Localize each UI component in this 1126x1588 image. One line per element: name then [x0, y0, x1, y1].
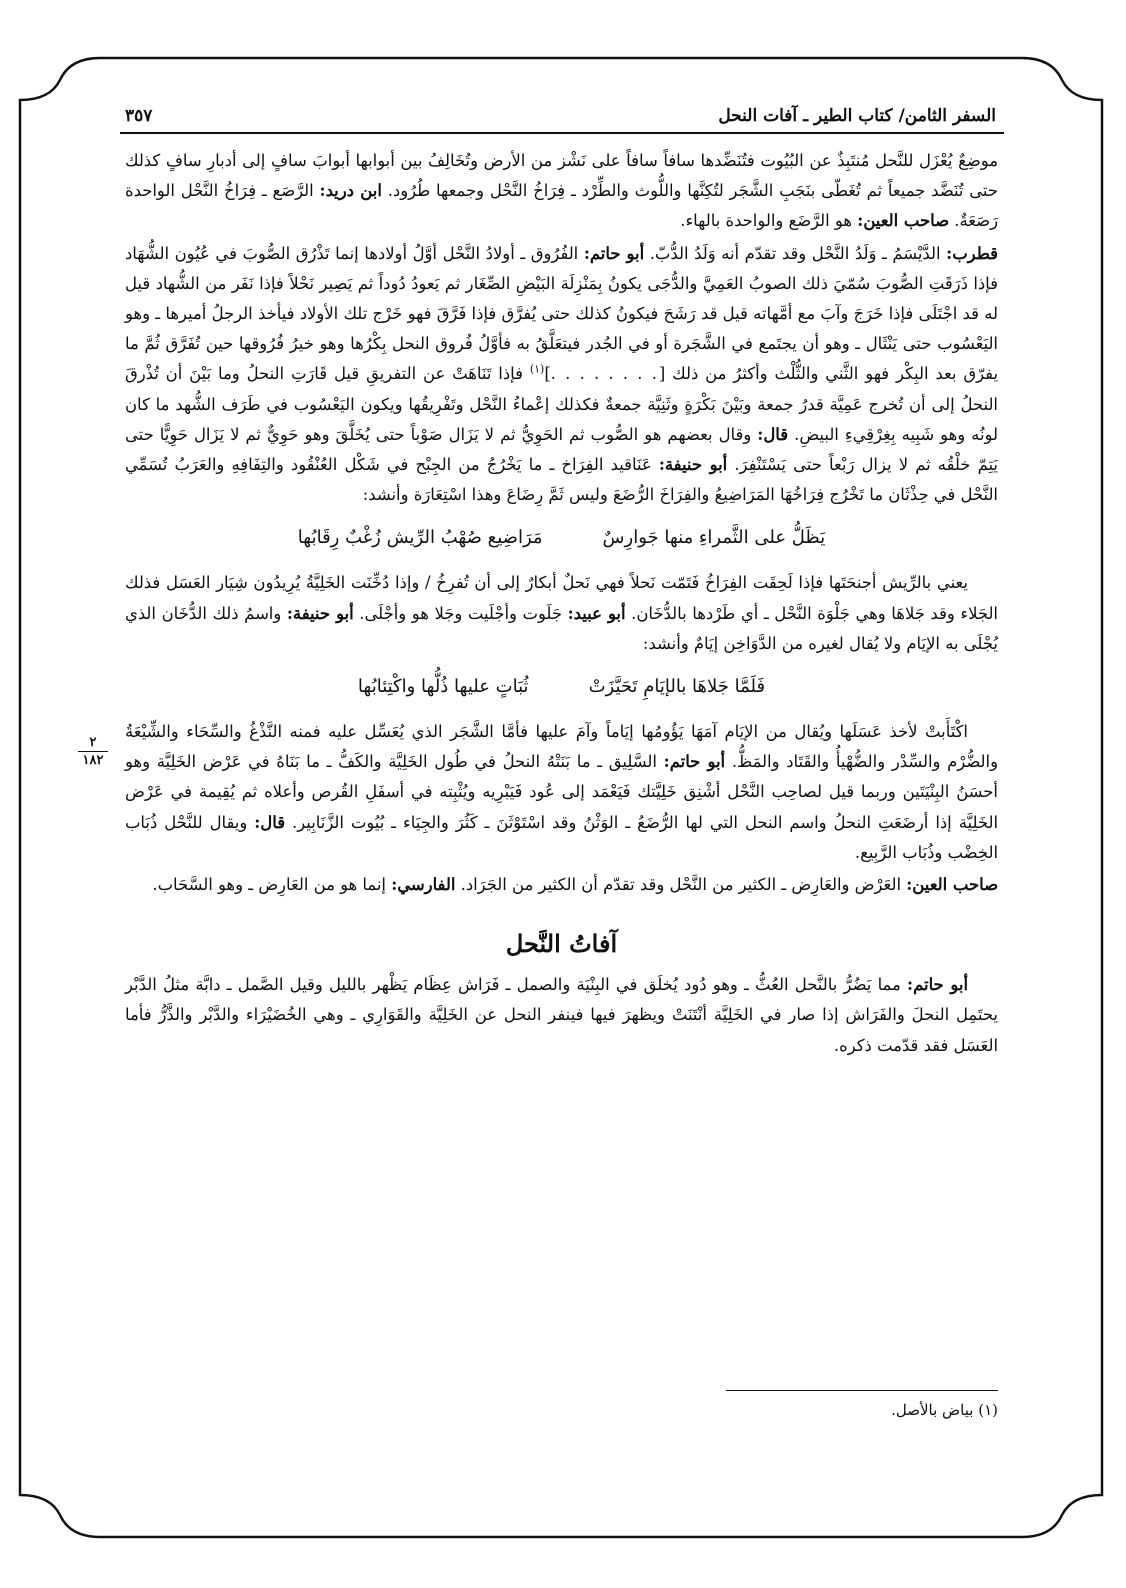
verse-2-first-hemistich: فَلَمَّا جَلاهَا بالإيَامِ تَحَيَّزَتْ — [588, 676, 766, 698]
text: فإذا تَنَاهَتْ عن التفريقِ قيل قَارَتِ النحلُ وما بَيْنَ أن تُذْرقَ النحلُ إلى أن تُخرج عَمِيَّة قدرُ جمعة وبَيْنَ بَكْرَةٍ وثَنِيَّة جمعةٌ فكذلك إعْماءُ النَّحْل وتَفْرِيقُها ويكون اليَعْسُوب في طَرَف الشُّهد ما كان لونُه وهو شَبِيه بِغِرْقِيءِ البيضِ. — [125, 364, 998, 444]
verse-1-second-hemistich: مَرَاضِيع صُهْبُ الرِّيش زُغْبٌ رِقَابُها — [297, 527, 543, 549]
paragraph-6 — [125, 970, 998, 1061]
authority-name: قال: — [254, 812, 286, 832]
text: اكْتَأَبتْ لأخذ عَسَلَها ويُقال من الإيَام آمَهَا يَؤُومُها إيَاماً وآمَ عليها فأمَّا الشَّجَر الذي يُعَسِّل عليه فمنه النَّذْغُ والسِّحَاء والشِّيْعَةُ والضُّرْم والسِّدْر والضُّهْيأُ والقَتَاد والمَظُّ. — [125, 722, 998, 772]
paragraph-1 — [125, 146, 998, 237]
text: السَّلِيق ـ ما بَنَتْهُ النحلُ في طُول الخَلِيَّة والكَفُّ ـ ما بَنَاهُ في عَرْض الخَلِيَّة وهو أحسَنُ البِنْيَتَين وربما قيل لصاحِب النَّحْل أشْنِق خَلِيَّتك فَيَعْمَد إلى عُود فَيَبْرِيه ويُثْبِته في أسفَلِ القُرص وأعلاه ثم يُقِيمة في عَرْض الخَلِيَّة إذا أرضَعَتِ النحلُ واسم النحل التي لها الرُّضَعُ ـ الوَثْنُ وقد اسْتَوْثَنَ ـ كَثُرَ والجِيَاء ـ بُيُوت الزَّنَابِير. — [125, 752, 998, 832]
paragraph-2 — [125, 239, 998, 511]
text: وقال بعضهم هو الصُّوب ثم الحَوِيُّ ثم لا يَزَال صَوْباً حتى يُخَلَّقَ وهو حَوِيٌّ ثم لا يَزَال حَوِيًّا حتى يَتِمّ خلْقُه ثم لا يزال رَبْعاً حتى يَسْتَنْفِرَ. — [125, 424, 998, 475]
authority-name: أبو حنيفة: — [286, 603, 354, 623]
authority-name: صاحب العين: — [857, 211, 950, 231]
text: واسمُ ذلك الدُّخَان الذي يُجْلَى به الإيَام ولا يُقال لغيره من الدَّوَاخِن إيَامٌ وأنشد: — [125, 603, 998, 653]
section-title: آفاتُ النَّحل — [505, 929, 618, 959]
authority-name: أبو حاتم: — [907, 975, 968, 995]
authority-name: قطرب: — [946, 243, 998, 263]
paragraph-3 — [125, 568, 998, 659]
footnote-marker: (١) — [978, 1401, 998, 1419]
footnote-1 — [891, 1398, 998, 1422]
verse-2-second-hemistich: ثُبَاتٍ عليها ذُلُّها واكْتِئابُها — [357, 676, 529, 698]
text: عَنَاقيد الفِرَاخ ـ ما يَخْرُجُ من الجِبْح في شَكْل العُنْقُود والتِفَافِهِ والعَرَبُ تُسَمِّي النَّحْل في حِذْثَان ما تَخْرُج فِرَاخُهَا المَرَاضِيعُ والفِرَاخَ الرُّضَعَ وليس ثَمَّ رِضَاعَ وهذا اسْتِعَارَة وأنشد: — [125, 455, 998, 505]
text: ويقال للنَّحْل ذُبَاب الخِضْب وذُبَاب الرَّبِيع. — [125, 812, 998, 862]
footnote-reference: (١) — [529, 362, 545, 376]
text: الدَّيْسَمُ ـ وَلَدُ النَّحْل وقد تقدّم أنه وَلَدُ الدُّبّ. — [644, 243, 947, 263]
authority-name: أبو حنيفة: — [658, 455, 728, 475]
text: موضِعٌ يُعْزَل للنَّحل مُنتَبِذٌ عن البُيُوت فتُنَضِّدها سافاً سافاً على نَشْز من الأرض وتُخَالِفُ بين أبوابها أبوابَ سافٍ إلى أدبارِ سافٍ كذلك حتى تُنَضَّد جميعاً ثم تُغَطّى بنَجَبِ الشَّجَر لتُكِنَّها واللُّوث والطِّرْد ـ فِرَاخُ النَّحْل وجمعها طُرُود. — [125, 151, 999, 201]
text: جَلَوت وأجْلَيت وجَلا هو وأجْلَى. — [353, 603, 568, 623]
page-body — [125, 146, 998, 1061]
verse-2 — [125, 671, 998, 703]
footnote-text: بياض بالأصل. — [891, 1401, 974, 1419]
verse-1-first-hemistich: يَظَلُّ على الثَّمراءِ منها جَوارِسٌ — [602, 527, 826, 549]
margin-reference-bottom: ١٨٢ — [82, 753, 104, 768]
running-header — [125, 92, 996, 126]
text: الرَّصَع ـ فِرَاخُ النَّحْل الواحدة رَصَعَةٌ. — [125, 181, 998, 231]
authority-name: صاحب العين: — [906, 875, 998, 895]
margin-reference-top: ٢ — [89, 735, 97, 750]
page-number: ٣٥٧ — [125, 106, 153, 126]
text: إنما هو من العَارِض ـ وهو السَّحَاب. — [152, 875, 392, 895]
authority-name: أبو حاتم: — [663, 752, 726, 772]
verse-1 — [125, 522, 998, 554]
lacuna-dots: . . . . . . . . — [550, 364, 659, 384]
margin-reference — [78, 735, 108, 768]
text: يعني بالرِّيش أجنحَتَها فإذا لَحِقَت الفِرَاخُ فَتَمّت نَحلاً فهي نَحلٌ أبكارٌ إلى أن تُفرِخُ / وإذا دُخِّنَت الخَلِيَّةُ يُرِيدُون شِيَار العَسَل فذلك الجَلاء وقد جَلاهَا وهي جَلْوَة النَّحْل ـ أي طَرْدها بالدُّخَان. — [125, 573, 998, 623]
text: هو الرَّضَع والواحدة بالهاء. — [680, 211, 858, 231]
authority-name: أبو حاتم: — [583, 243, 645, 263]
authority-name: قال: — [757, 424, 789, 444]
paragraph-5 — [125, 870, 998, 900]
text: مما يَضُرُّ بالنَّحل العُثُّ ـ وهو دُود يُخلَق في البِنْيَة والصمل ـ فَرَاش عِظَام يَظْهر بالليل وقيل الصَّمل ـ دابَّة مثلُ الدَّبْر يحتَمِل النحلَ والفَرَاش إذا صار في الخَلِيَّة أنْتَنَتْ ويظهرَ فيها فينفر النحل عن الخَلِيَّة والقَوَارِي ـ وهي الخُضَيْرَاء والدَّبْر والذَّرُّ فأما العَسَل فقد قدّمت ذكره. — [125, 975, 998, 1055]
running-title: السفر الثامن/ كتاب الطير ـ آفات النحل — [718, 106, 996, 126]
text: ] — [544, 364, 551, 384]
authority-name: الفارسي: — [391, 875, 456, 895]
paragraph-4 — [125, 717, 998, 868]
authority-name: أبو عبيد: — [567, 603, 626, 623]
authority-name: ابن دريد: — [319, 181, 382, 201]
text: العَرْض والعَارِض ـ الكثير من النَّحْل وقد تقدّم أن الكثير من الجَرَاد. — [455, 875, 907, 895]
text: الفُرُوق ـ أولادُ النَّحْل أوَّلُ أولادها إنما تَذْرُق الصُّوبَ في عُيُون الشُّهَاد فإذا ذَرَقَتِ الصُّوبَ سُمّيَ ذلك الصوبُ العَمِيَّ والدُّجَى يكونُ بِمَنْزِلَة البَيْضِ الصِّغَار ثم يَعودُ دُوداً ثم يَصِير نَحْلاً فإذا نَفَر من الشُّهاد قيل له قد اجْتَلَى فإذا خَرَجَ وآبَ مع أمَّهاته قيل قد رَشَحَ فيكونُ كذلك حتى يُفرَّق فإذا فَرَّقَ فهو خَرْج تلك الأولاد فيأخذ الرجلُ أميرها ـ وهو اليَعْسُوب حتى يَنْثَال ـ وهو أن يجتَمع في الشَّجَرة أو في الجُدر فيتعَلَّقُ به فأوَّلُ فُروق النحل بِكْرُها وهو خيرُ فُرُوقها حين تُفَرَّق ثُمَّ ما يفرّق بعد البِكْر فهو الثَّني والثُّلْث وأكثرُ من ذلك [ — [125, 243, 999, 384]
footnote-rule — [726, 1390, 998, 1391]
margin-reference-divider — [78, 751, 108, 752]
header-rule — [120, 132, 1004, 134]
